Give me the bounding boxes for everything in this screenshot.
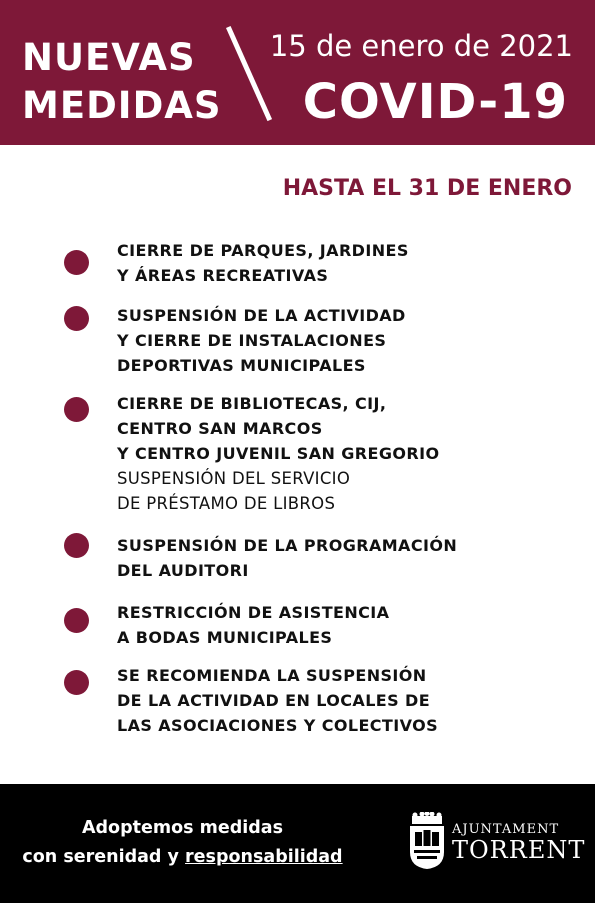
deadline-subtitle: HASTA EL 31 DE ENERO (282, 176, 572, 201)
header-title (22, 34, 237, 130)
measure-line: CIERRE DE PARQUES, JARDINES (117, 241, 409, 260)
bullet-dot (64, 533, 89, 558)
measure-line: DEPORTIVAS MUNICIPALES (117, 356, 366, 375)
measure-line: DEL AUDITORI (117, 561, 249, 580)
bullet-dot (64, 670, 89, 695)
bullet-dot (64, 608, 89, 633)
ajuntament-torrent-logo (408, 806, 586, 876)
measure-line: CIERRE DE BIBLIOTECAS, CIJ, (117, 394, 387, 413)
footer-bar (0, 784, 595, 903)
measure-text (117, 663, 438, 738)
bullet-dot (64, 306, 89, 331)
bullet-dot (64, 397, 89, 422)
measure-line: LAS ASOCIACIONES Y COLECTIVOS (117, 716, 439, 735)
coat-of-arms-icon (408, 812, 446, 870)
measure-line: Y CIERRE DE INSTALACIONES (117, 331, 387, 350)
measure-line: Y ÁREAS RECREATIVAS (117, 266, 329, 285)
measure-line: DE LA ACTIVIDAD EN LOCALES DE (117, 691, 431, 710)
measure-line: SUSPENSIÓN DE LA PROGRAMACIÓN (117, 536, 458, 555)
footer-slogan (10, 814, 355, 872)
measure-text (117, 303, 406, 378)
measure-line: A BODAS MUNICIPALES (117, 628, 333, 647)
slogan-line2 (10, 843, 355, 872)
measure-text (117, 391, 439, 516)
measure-text (117, 533, 457, 583)
measure-note-line: DE PRÉSTAMO DE LIBROS (117, 494, 336, 513)
measure-line: SE RECOMIENDA LA SUSPENSIÓN (117, 666, 427, 685)
measure-line: Y CENTRO JUVENIL SAN GREGORIO (117, 444, 440, 463)
header-date: 15 de enero de 2021 (269, 29, 573, 63)
slogan-prefix: con serenidad y (22, 847, 186, 867)
measure-text (117, 600, 389, 650)
logo-line2: TORRENT (452, 836, 586, 864)
measure-note-line: SUSPENSIÓN DEL SERVICIO (117, 469, 351, 488)
measure-line: SUSPENSIÓN DE LA ACTIVIDAD (117, 306, 406, 325)
slogan-emphasis: responsabilidad (185, 847, 343, 867)
header-topic: COVID-19 (302, 74, 568, 130)
bullet-dot (64, 250, 89, 275)
header-banner (0, 0, 595, 145)
measure-line: RESTRICCIÓN DE ASISTENCIA (117, 603, 390, 622)
slogan-line1: Adoptemos medidas (81, 818, 283, 838)
header-title-line1: NUEVAS (22, 36, 196, 79)
logo-line1: AJUNTAMENT (452, 822, 560, 837)
header-title-line2: MEDIDAS (22, 84, 222, 127)
measure-text (117, 238, 409, 288)
measure-line: CENTRO SAN MARCOS (117, 419, 323, 438)
